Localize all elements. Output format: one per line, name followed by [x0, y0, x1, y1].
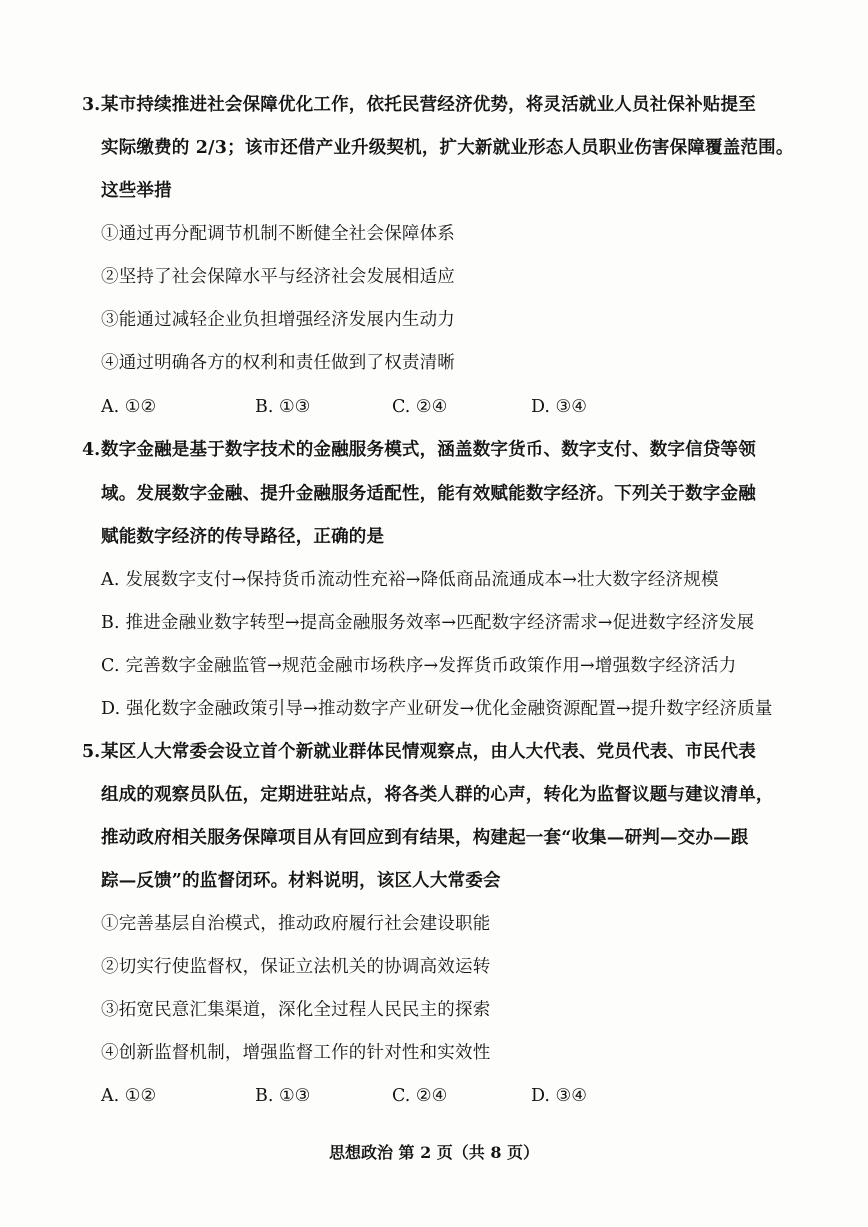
statement-4: ④通过明确各方的权利和责任做到了权责清晰 — [101, 353, 455, 373]
option-a: A. ①② — [101, 397, 157, 417]
option-b: B. ①③ — [255, 1086, 311, 1106]
option-b: B. ①③ — [255, 397, 311, 417]
option-c: C. ②④ — [392, 1086, 448, 1106]
question-number: 4. — [82, 440, 101, 460]
option-b: B. 推进金融业数字转型→提高金融服务效率→匹配数字经济需求→促进数字经济发展 — [101, 613, 755, 633]
statement-3: ③能通过减轻企业负担增强经济发展内生动力 — [101, 310, 455, 330]
question-stem-line: 踪—反馈”的监督闭环。材料说明，该区人大常委会 — [101, 871, 501, 891]
question-stem-line: 实际缴费的 2/3；该市还借产业升级契机，扩大新就业形态人员职业伤害保障覆盖范围。 — [101, 138, 794, 158]
question-stem-line: 推动政府相关服务保障项目从有回应到有结果，构建起一套“收集—研判—交办—跟 — [101, 828, 749, 848]
option-c: C. ②④ — [392, 397, 448, 417]
question-number: 3. — [82, 95, 101, 115]
question-stem-line: 某市持续推进社会保障优化工作，依托民营经济优势，将灵活就业人员社保补贴提至 — [101, 95, 756, 115]
question-stem-line: 组成的观察员队伍，定期进驻站点，将各类人群的心声，转化为监督议题与建议清单， — [101, 785, 774, 805]
statement-4: ④创新监督机制，增强监督工作的针对性和实效性 — [101, 1043, 491, 1063]
question-stem-line: 域。发展数字金融、提升金融服务适配性，能有效赋能数字经济。下列关于数字金融 — [101, 484, 756, 504]
question-stem-line: 某区人大常委会设立首个新就业群体民情观察点，由人大代表、党员代表、市民代表 — [101, 742, 756, 762]
option-a: A. 发展数字支付→保持货币流动性充裕→降低商品流通成本→壮大数字经济规模 — [101, 570, 719, 590]
statement-2: ②坚持了社会保障水平与经济社会发展相适应 — [101, 267, 455, 287]
question-stem-line: 数字金融是基于数字技术的金融服务模式，涵盖数字货币、数字支付、数字信贷等领 — [101, 440, 756, 460]
statement-1: ①完善基层自治模式，推动政府履行社会建设职能 — [101, 914, 491, 934]
question-stem-line: 这些举措 — [101, 181, 172, 201]
question-stem-line: 赋能数字经济的传导路径，正确的是 — [101, 527, 385, 547]
option-d: D. 强化数字金融政策引导→推动数字产业研发→优化金融资源配置→提升数字经济质量 — [101, 699, 773, 719]
statement-3: ③拓宽民意汇集渠道，深化全过程人民民主的探索 — [101, 1000, 491, 1020]
statement-2: ②切实行使监督权，保证立法机关的协调高效运转 — [101, 957, 491, 977]
statement-1: ①通过再分配调节机制不断健全社会保障体系 — [101, 224, 455, 244]
page-footer: 思想政治 第 2 页（共 8 页） — [328, 1143, 540, 1162]
option-d: D. ③④ — [531, 397, 587, 417]
option-d: D. ③④ — [531, 1086, 587, 1106]
option-c: C. 完善数字金融监管→规范金融市场秩序→发挥货币政策作用→增强数字经济活力 — [101, 656, 737, 676]
option-a: A. ①② — [101, 1086, 157, 1106]
question-number: 5. — [82, 742, 101, 762]
